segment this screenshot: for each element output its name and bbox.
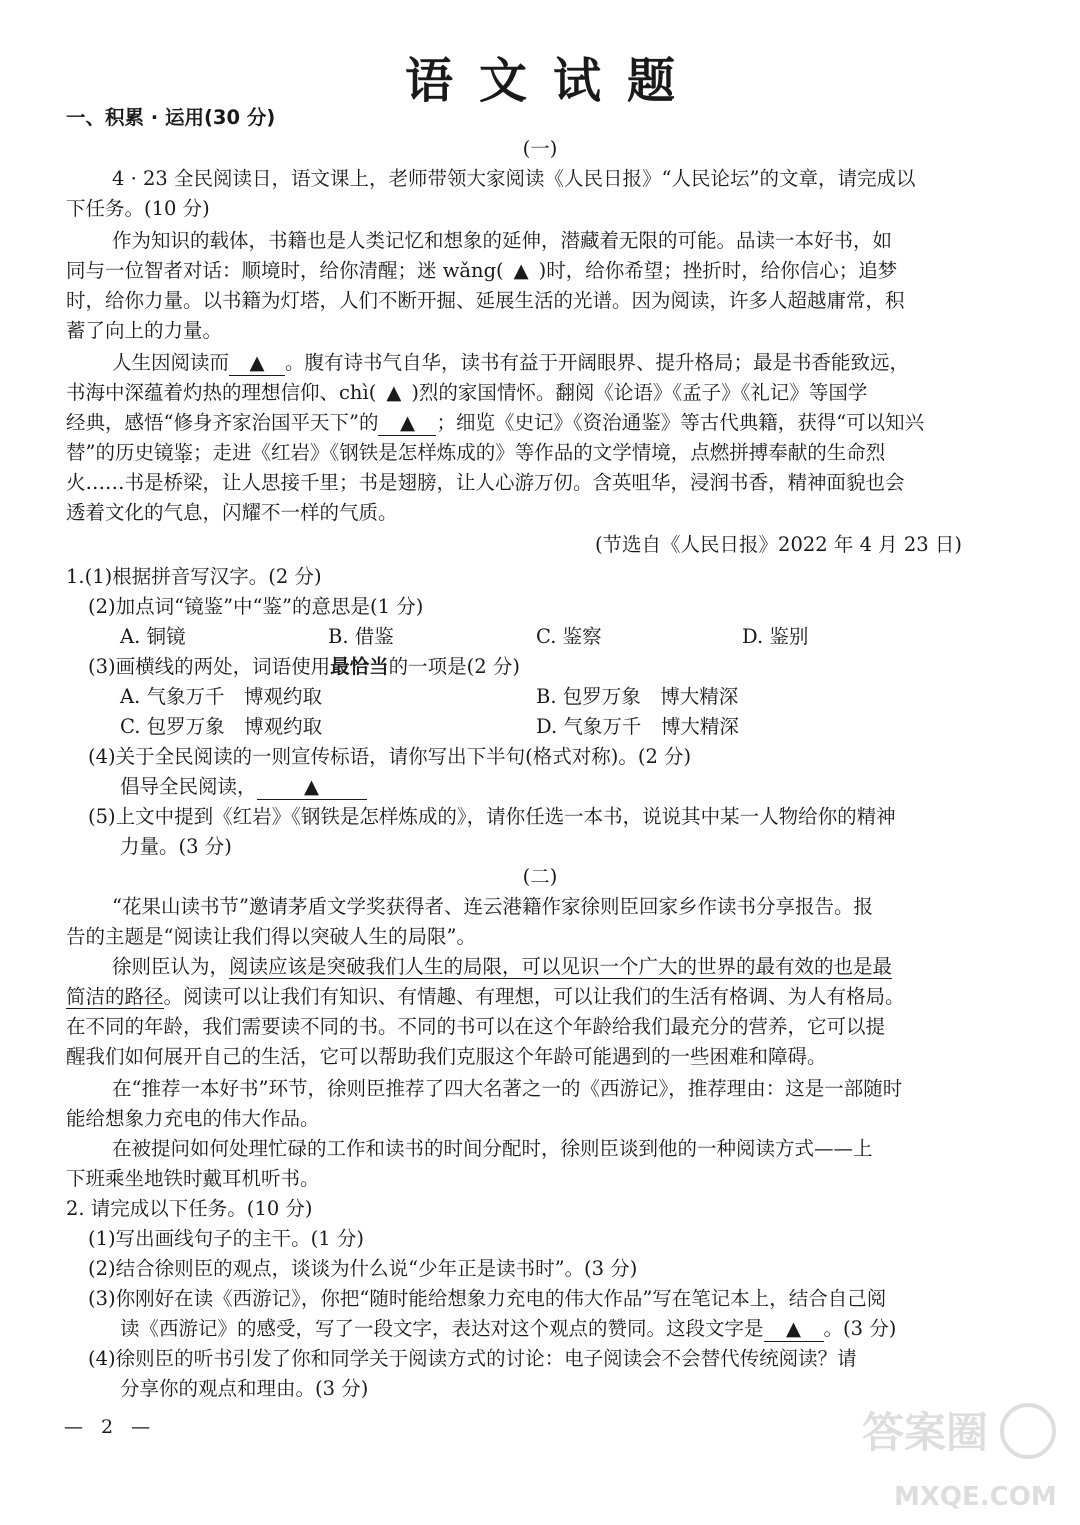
section-heading: 一、积累 · 运用(30 分) <box>66 106 276 129</box>
text-span: 读《西游记》的感受，写了一段文字，表达对这个观点的赞同。这段文字是 <box>120 1317 764 1340</box>
page-number: — 2 — <box>64 1416 157 1438</box>
passage2-line2: 告的主题是“阅读让我们得以突破人生的局限”。 <box>66 925 476 948</box>
text-span: )时，给你希望；挫折时，给你信心；追梦 <box>538 259 898 282</box>
passage1-p2-line6: 透着文化的气息，闪耀不一样的气质。 <box>66 501 398 524</box>
bold-text: 最恰当 <box>330 655 389 678</box>
q2-sub2: (2)结合徐则臣的观点，谈谈为什么说“少年正是读书时”。(3 分) <box>88 1257 638 1280</box>
passage2-line10: 下班乘坐地铁时戴耳机听书。 <box>66 1167 320 1190</box>
option-d: D. 气象万千 博大精深 <box>536 715 739 738</box>
text-span: 替”的历史镜 <box>66 441 174 464</box>
blank-triangle: ▲ <box>386 381 402 404</box>
passage1-source: (节选自《人民日报》2022 年 4 月 23 日) <box>594 533 962 556</box>
passage2-line6: 醒我们如何展开自己的生活，它可以帮助我们克服这个年龄可能遇到的一些困难和障碍。 <box>66 1045 827 1068</box>
q2-stem: 2. 请完成以下任务。(10 分) <box>66 1197 313 1220</box>
q1-sub2: (2)加点词“镜鉴”中“鉴”的意思是(1 分) <box>88 595 424 618</box>
passage1-p1-line3: 时，给你力量。以书籍为灯塔，人们不断开掘、延展生活的光谱。因为阅读，许多人超越庸常，积 <box>66 289 905 312</box>
text-span: ；走进《红岩》《钢铁是怎样炼成的》等作品的文学情境，点燃拼搏奉献的生命烈 <box>193 441 886 464</box>
q2-sub4-line1: (4)徐则臣的听书引发了你和同学关于阅读方式的讨论：电子阅读会不会替代传统阅读？请 <box>88 1347 857 1370</box>
q1-sub5-line2: 力量。(3 分) <box>120 835 232 858</box>
watermark-url: MXQE.COM <box>894 1482 1057 1512</box>
option-c: C. 包罗万象 博观约取 <box>120 715 323 738</box>
q1-sub4: (4)关于全民阅读的一则宣传标语，请你写出下半句(格式对称)。(2 分) <box>88 745 692 768</box>
option-a: A. 气象万千 博观约取 <box>120 685 322 708</box>
q1-stem: 1.(1)根据拼音写汉字。(2 分) <box>66 565 322 588</box>
blank-triangle: ▲ <box>513 259 529 282</box>
passage1-p2-line4 <box>66 438 966 468</box>
text-span: 人生因阅读而 <box>112 351 230 374</box>
underlined-sentence: 简洁的路径 <box>66 985 164 1008</box>
passage1-p2-line1 <box>112 348 1012 378</box>
text-span: 。腹有诗书气自华，读书有益于开阔眼界、提升格局；最是书香能致远， <box>285 351 910 374</box>
passage1-p2-line5: 火……书是桥梁，让人思接千里；书是翅膀，让人心游万仞。含英咀华，浸润书香，精神面貌也会 <box>66 471 905 494</box>
intro-line-1: 4 · 23 全民阅读日，语文课上，老师带领大家阅读《人民日报》“人民论坛”的文章，请完成以 <box>112 167 916 190</box>
text-span: 徐则臣认为， <box>112 955 230 978</box>
watermark-logo <box>852 1397 1062 1517</box>
q2-sub3-line1: (3)你刚好在读《西游记》，你把“随时能给想象力充电的伟大作品”写在笔记本上，结合自己阅 <box>88 1287 887 1310</box>
part-one-label: (一) <box>522 137 558 160</box>
text-span: (3)画横线的两处，词语使用 <box>88 655 331 678</box>
page-title: 语文试题 <box>404 53 701 109</box>
text-span: 同与一位智者对话：顺境时，给你清醒；迷 wǎng( <box>66 259 504 282</box>
text-span: 书海中深蕴着灼热的理想信仰、chì( <box>66 381 377 404</box>
passage2-line9: 在被提问如何处理忙碌的工作和读书的时间分配时，徐则臣谈到他的一种阅读方式——上 <box>112 1137 873 1160</box>
passage2-line4 <box>66 982 966 1012</box>
underlined-sentence: 阅读应该是突破我们人生的局限，可以见识一个广大的世界的最有效的也是最 <box>229 955 893 978</box>
q2-sub1: (1)写出画线句子的主干。(1 分) <box>88 1227 364 1250</box>
text-span: ；细览《史记》《资治通鉴》等古代典籍，获得“可以知兴 <box>436 411 925 434</box>
passage2-line3 <box>112 952 1012 982</box>
fill-blank: ▲ <box>229 351 285 376</box>
text-span: 的一项是(2 分) <box>388 655 520 678</box>
passage2-line1: “花果山读书节”邀请茅盾文学奖获得者、连云港籍作家徐则臣回家乡作读书分享报告。报 <box>112 895 873 918</box>
q2-sub4-line2: 分享你的观点和理由。(3 分) <box>120 1377 369 1400</box>
fill-blank: ▲ <box>378 411 436 436</box>
passage1-p2-line3 <box>66 408 966 438</box>
text-span: )烈的家国情怀。翻阅《论语》《孟子》《礼记》等国学 <box>411 381 868 404</box>
text-span: 经典，感悟“修身齐家治国平天下”的 <box>66 411 379 434</box>
passage1-p1-line1: 作为知识的载体，书籍也是人类记忆和想象的延伸，潜藏着无限的可能。品读一本好书，如 <box>112 229 893 252</box>
q1-sub3 <box>88 652 988 682</box>
text-span: 倡导全民阅读， <box>120 775 257 798</box>
passage1-p2-line2 <box>66 378 966 408</box>
text-span: 。阅读可以让我们有知识、有情趣、有理想，可以让我们的生活有格调、为人有格局。 <box>163 985 905 1008</box>
option-a: A. 铜镜 <box>120 625 186 648</box>
dotted-char: 鉴 <box>173 441 193 464</box>
option-c: C. 鉴察 <box>536 625 602 648</box>
option-b: B. 借鉴 <box>328 625 394 648</box>
option-b: B. 包罗万象 博大精深 <box>536 685 739 708</box>
passage2-line7: 在“推荐一本好书”环节，徐则臣推荐了四大名著之一的《西游记》，推荐理由：这是一部随时 <box>112 1077 903 1100</box>
passage2-line5: 在不同的年龄，我们需要读不同的书。不同的书可以在这个年龄给我们最充分的营养，它可以提 <box>66 1015 886 1038</box>
fill-blank: ▲ <box>764 1317 824 1342</box>
q1-sub5-line1: (5)上文中提到《红岩》《钢铁是怎样炼成的》，请你任选一本书，说说其中某一人物给你的精神 <box>88 805 896 828</box>
intro-line-2: 下任务。(10 分) <box>66 197 210 220</box>
fill-blank: ▲ <box>257 775 367 800</box>
passage1-p1-line2 <box>66 256 966 286</box>
q2-sub3-line2 <box>120 1314 1020 1344</box>
text-span: 。(3 分) <box>823 1317 897 1340</box>
q1-sub4-prompt <box>120 772 1020 802</box>
part-two-label: (二) <box>522 865 558 888</box>
watermark-text: 答案圈 <box>862 1408 989 1457</box>
passage2-line8: 能给想象力充电的伟大作品。 <box>66 1107 320 1130</box>
option-d: D. 鉴别 <box>742 625 809 648</box>
passage1-p1-line4: 蓄了向上的力量。 <box>66 319 223 342</box>
